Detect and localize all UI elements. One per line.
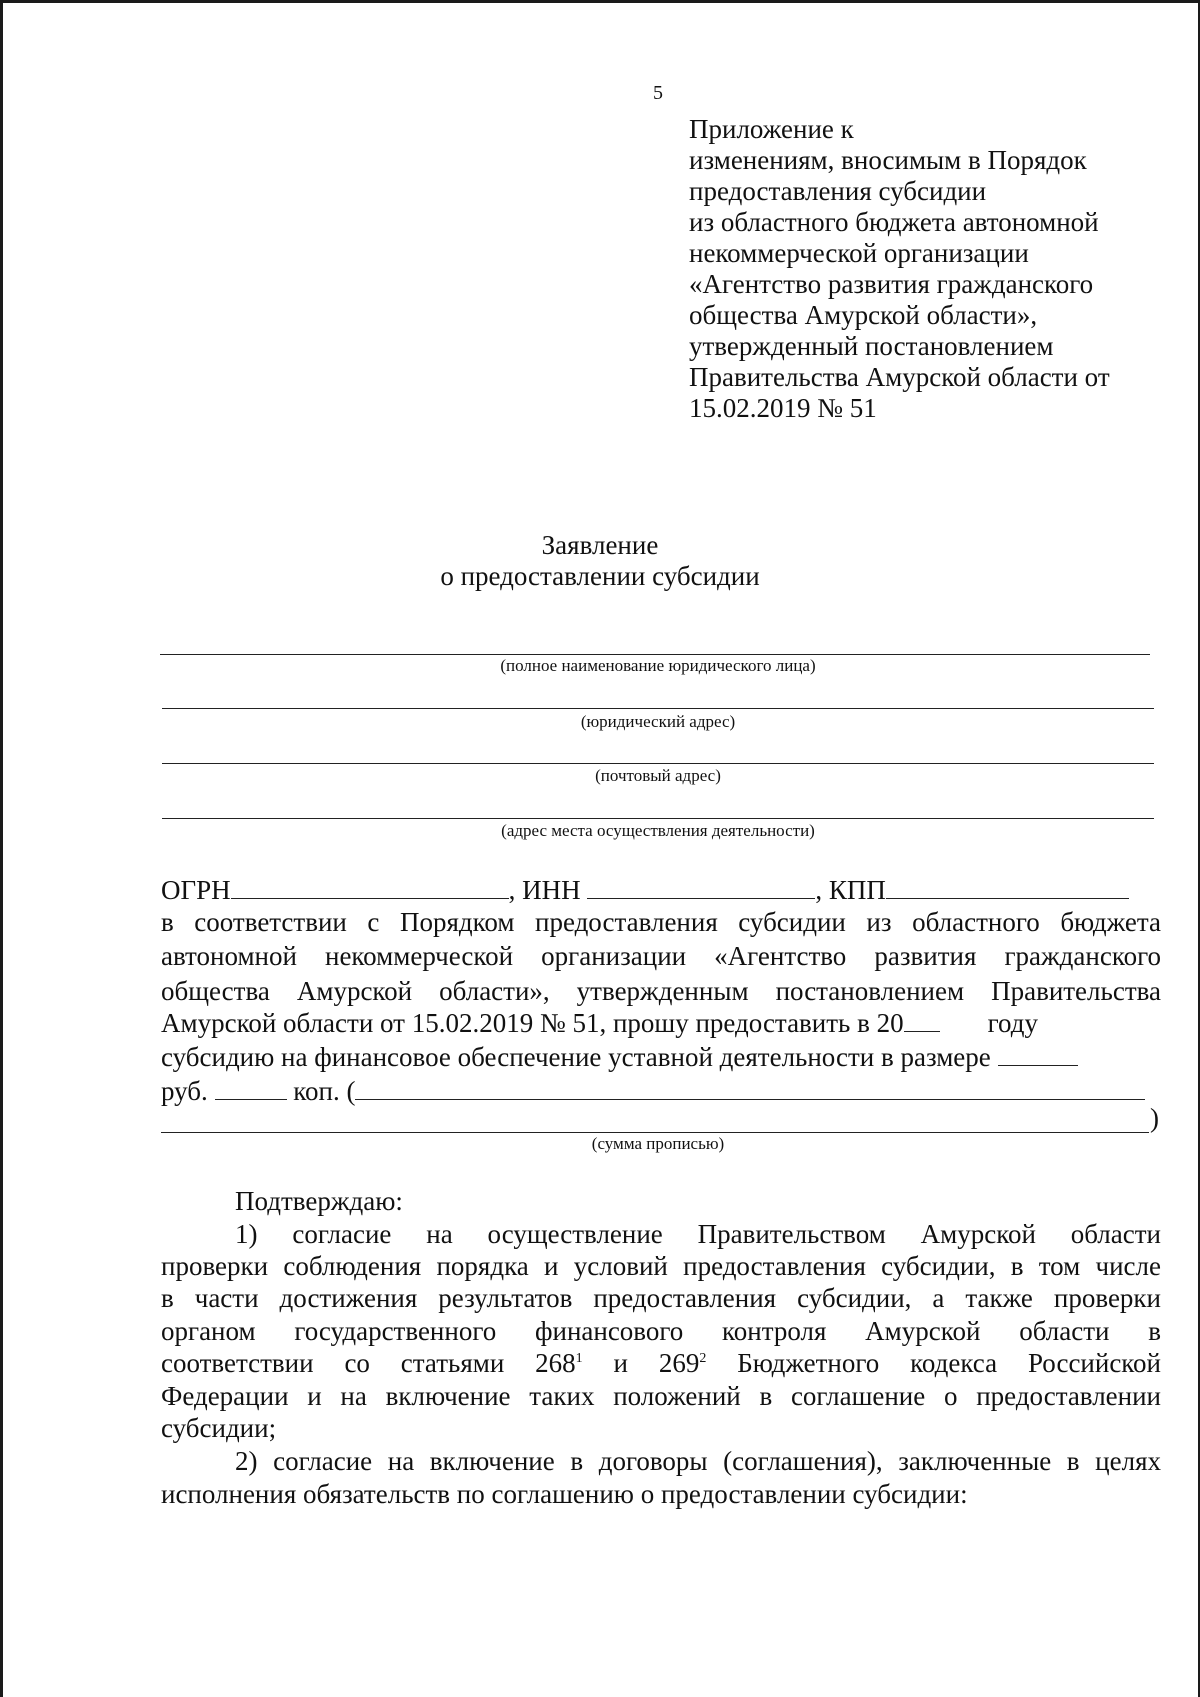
appendix-line: предоставления субсидии (689, 176, 987, 206)
confirm-item2-line: исполнения обязательств по соглашению о предоставлении субсидии: (161, 1479, 968, 1509)
amount-field[interactable] (998, 1043, 1078, 1066)
scan-border-left (0, 0, 3, 1697)
appendix-line: общества Амурской области», (689, 300, 1038, 330)
confirm-item1-line: 1) согласие на осуществление Правительством Амурской области (235, 1219, 1161, 1249)
confirm-item1-line: субсидии; (161, 1413, 277, 1443)
kop-label: коп. ( (293, 1076, 356, 1106)
postal-address-caption: (почтовый адрес) (595, 766, 721, 785)
appendix-line: «Агентство развития гражданского (689, 269, 1094, 299)
legal-name-caption: (полное наименование юридического лица) (500, 656, 816, 675)
appendix-line: изменениям, вносимым в Порядок (689, 145, 1087, 175)
postal-address-field-line[interactable] (162, 763, 1154, 764)
activity-address-field-line[interactable] (162, 818, 1154, 819)
amount-line (161, 1042, 1161, 1073)
inn-field[interactable] (587, 876, 815, 899)
articles-text-c: Бюджетного кодекса Российской (706, 1348, 1162, 1378)
body-line: общества Амурской области», утвержденным постановлением Правительства (161, 976, 1161, 1006)
year-text: Амурской области от 15.02.2019 № 51, прошу предоставить в 20 (161, 1008, 904, 1038)
amount-words-caption: (сумма прописью) (591, 1134, 725, 1153)
appendix-line: 15.02.2019 № 51 (689, 393, 877, 423)
legal-address-caption: (юридический адрес) (580, 712, 736, 731)
appendix-note (689, 114, 1179, 424)
confirm-item1-line: проверки соблюдения порядка и условий предоставления субсидии, в том числе (161, 1251, 1161, 1281)
document-title: Заявление (541, 530, 659, 560)
footnote-mark: 1 (575, 1351, 583, 1366)
appendix-line: некоммерческой организации (689, 238, 1029, 268)
confirm-heading: Подтверждаю: (235, 1186, 403, 1216)
amount-text: субсидию на финансовое обеспечение уставной деятельности в размере (161, 1042, 991, 1072)
year-field[interactable] (904, 1009, 940, 1032)
confirm-item1-line: в части достижения результатов предоставления субсидии, а также проверки (161, 1283, 1161, 1313)
rub-label: руб. (161, 1076, 208, 1106)
ogrn-field[interactable] (231, 876, 509, 899)
ogrn-label: ОГРН (161, 875, 231, 905)
legal-address-field-line[interactable] (162, 708, 1154, 709)
kpp-field[interactable] (886, 876, 1129, 899)
confirm-item1-line: органом государственного финансового контроля Амурской области в (161, 1316, 1161, 1346)
inn-label: , ИНН (508, 875, 581, 905)
document-subtitle: о предоставлении субсидии (440, 561, 760, 591)
kpp-label: , КПП (815, 875, 886, 905)
confirm-item2-line: 2) согласие на включение в договоры (соглашения), заключенные в целях (235, 1446, 1161, 1476)
activity-address-caption: (адрес места осуществления деятельности) (501, 821, 815, 840)
year-line (161, 1008, 1161, 1039)
articles-text-b: и 269 (582, 1348, 700, 1378)
body-line: в соответствии с Порядком предоставления субсидии из областного бюджета (161, 907, 1161, 937)
registration-line (161, 875, 1161, 906)
legal-name-field-line[interactable] (160, 654, 1150, 655)
amount-words-field[interactable] (355, 1077, 1145, 1100)
rubles-field[interactable] (215, 1077, 287, 1100)
appendix-line: Правительства Амурской области от (689, 362, 1110, 392)
footnote-mark: 2 (699, 1351, 707, 1366)
amount-words-continuation-line[interactable] (161, 1132, 1149, 1133)
appendix-line: утвержденный постановлением (689, 331, 1054, 361)
scan-border-top (0, 0, 1200, 3)
rub-kop-line (161, 1076, 1161, 1107)
appendix-line: из областного бюджета автономной (689, 207, 1099, 237)
confirm-item1-articles-line (161, 1348, 1161, 1379)
close-paren: ) (1150, 1103, 1159, 1133)
page-number: 5 (653, 82, 663, 104)
articles-text-a: соответствии со статьями 268 (161, 1348, 576, 1378)
confirm-item1-line: Федерации и на включение таких положений в соглашение о предоставлении (161, 1381, 1161, 1411)
appendix-line: Приложение к (689, 114, 854, 144)
year-word: году (987, 1008, 1038, 1038)
body-line: автономной некоммерческой организации «Агентство развития гражданского (161, 941, 1161, 971)
